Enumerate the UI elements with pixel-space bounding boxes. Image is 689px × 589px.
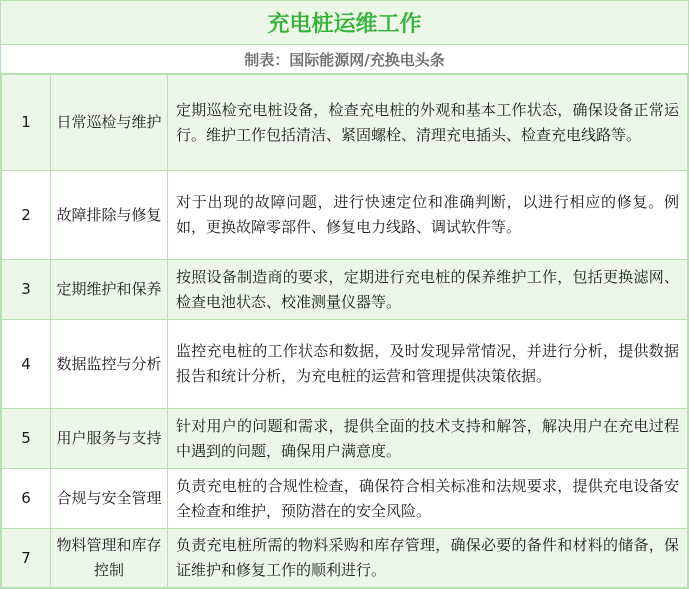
maintenance-table — [1, 74, 688, 588]
row-category: 数据监控与分析 — [51, 320, 168, 409]
row-number: 6 — [2, 469, 51, 529]
row-description: 针对用户的问题和需求，提供全面的技术支持和解答，解决用户在充电过程中遇到的问题，确保用户满意度。 — [168, 409, 688, 469]
row-category: 用户服务与支持 — [51, 409, 168, 469]
row-number: 4 — [2, 320, 51, 409]
row-description: 对于出现的故障问题，进行快速定位和准确判断，以进行相应的修复。例如，更换故障零部件、修复电力线路、调试软件等。 — [168, 171, 688, 260]
row-category: 日常巡检与维护 — [51, 75, 168, 171]
row-number: 1 — [2, 75, 51, 171]
table-row — [2, 469, 688, 529]
row-number: 5 — [2, 409, 51, 469]
row-category: 物料管理和库存控制 — [51, 529, 168, 588]
table-row — [2, 529, 688, 588]
row-description: 负责充电桩的合规性检查，确保符合相关标准和法规要求，提供充电设备安全检查和维护，预防潜在的安全风险。 — [168, 469, 688, 529]
row-number: 3 — [2, 260, 51, 320]
table-source-caption: 制表：国际能源网/充换电头条 — [1, 45, 688, 74]
table-row — [2, 409, 688, 469]
row-description: 负责充电桩所需的物料采购和库存管理，确保必要的备件和材料的储备，保证维护和修复工作的顺利进行。 — [168, 529, 688, 588]
row-category: 故障排除与修复 — [51, 171, 168, 260]
page-title: 充电桩运维工作 — [1, 1, 688, 45]
row-category: 定期维护和保养 — [51, 260, 168, 320]
row-number: 2 — [2, 171, 51, 260]
row-description: 监控充电桩的工作状态和数据，及时发现异常情况，并进行分析，提供数据报告和统计分析，为充电桩的运营和管理提供决策依据。 — [168, 320, 688, 409]
table-row — [2, 171, 688, 260]
row-category: 合规与安全管理 — [51, 469, 168, 529]
row-number: 7 — [2, 529, 51, 588]
row-description: 按照设备制造商的要求，定期进行充电桩的保养维护工作，包括更换滤网、检查电池状态、校准测量仪器等。 — [168, 260, 688, 320]
table-row — [2, 75, 688, 171]
row-description: 定期巡检充电桩设备，检查充电桩的外观和基本工作状态，确保设备正常运行。维护工作包括清洁、紧固螺栓、清理充电插头、检查充电线路等。 — [168, 75, 688, 171]
table-row — [2, 320, 688, 409]
table-row — [2, 260, 688, 320]
